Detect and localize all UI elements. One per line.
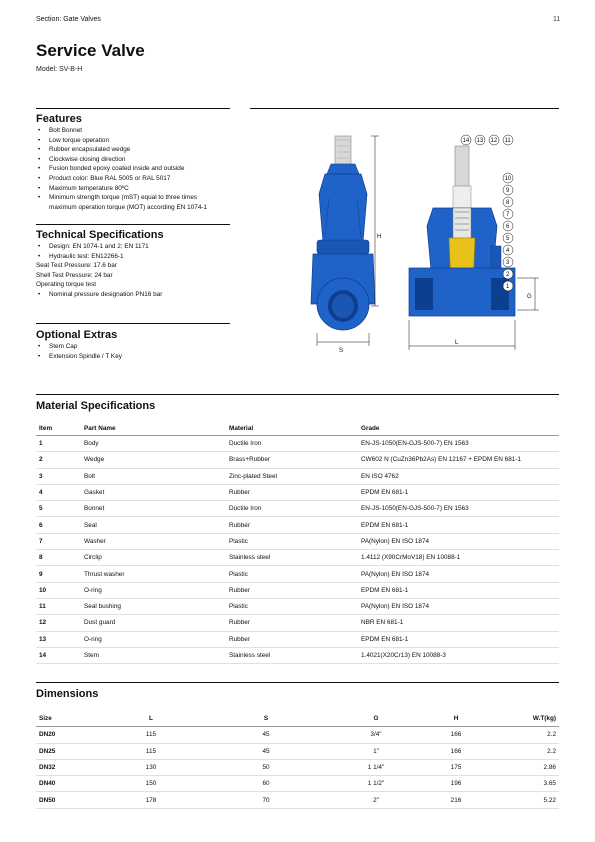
material-cell: Stainless steel [226, 647, 358, 663]
item-number-cell: 5 [36, 501, 81, 517]
dimension-g [517, 278, 539, 310]
weight-cell: 5.22 [496, 792, 559, 808]
item-number-cell: 1 [36, 436, 81, 452]
item-number-cell: 12 [36, 615, 81, 631]
material-cell: Stainless steel [226, 550, 358, 566]
part-name-cell: Dust guard [81, 615, 226, 631]
grade-cell: EN-JS-1050(EN-GJS-500-7) EN 1563 [358, 501, 559, 517]
dimension-h-label: H [377, 234, 382, 240]
h-cell: 216 [416, 792, 496, 808]
material-cell: Brass+Rubber [226, 452, 358, 468]
part-name-cell: Gasket [81, 484, 226, 500]
extra-item: • Extension Spindle / T Key [36, 352, 236, 362]
s-cell: 50 [196, 759, 336, 775]
column-header-size: Size [36, 711, 106, 727]
callout-10: 10 [504, 176, 512, 182]
size-cell: DN25 [36, 743, 106, 759]
callout-6: 6 [506, 224, 510, 230]
extras-heading: Optional Extras [36, 329, 118, 341]
grade-cell: CW602 N (CuZn36Pb2As) EN 12167 + EPDM EN 681-1 [358, 452, 559, 468]
material-cell: Rubber [226, 615, 358, 631]
material-cell: Rubber [226, 484, 358, 500]
feature-item: • Minimum strength torque (mST) equal to three times [36, 193, 236, 203]
dimensions-divider [36, 682, 559, 683]
column-header-weight: W.T(kg) [496, 711, 559, 727]
tech-item: • Design: EN 1074-1 and 2; EN 1171 [36, 242, 236, 252]
grade-cell: 1.4112 (X90CrMoV18) EN 10088-1 [358, 550, 559, 566]
size-cell: DN32 [36, 759, 106, 775]
column-header-material: Material [226, 421, 358, 436]
valve-drawing [295, 128, 557, 360]
size-cell: DN50 [36, 792, 106, 808]
weight-cell: 2.86 [496, 759, 559, 775]
dimensions-table [36, 711, 559, 809]
l-cell: 178 [106, 792, 196, 808]
s-cell: 45 [196, 743, 336, 759]
grade-cell: EN ISO 4762 [358, 468, 559, 484]
material-row [36, 517, 559, 533]
grade-cell: PA(Nylon) EN ISO 1874 [358, 533, 559, 549]
dimension-row [36, 727, 559, 743]
material-cell: Rubber [226, 517, 358, 533]
tech-divider [36, 224, 230, 225]
h-cell: 196 [416, 776, 496, 792]
extras-list [36, 342, 236, 361]
dimension-s-label: S [339, 348, 344, 354]
grade-cell: EPDM EN 681-1 [358, 517, 559, 533]
feature-item: • Maximum temperature 80ºC [36, 184, 236, 194]
materials-header-row [36, 421, 559, 436]
callout-4: 4 [506, 248, 510, 254]
size-cell: DN40 [36, 776, 106, 792]
feature-item: • Bolt Bonnet [36, 126, 236, 136]
callout-5: 5 [506, 236, 510, 242]
material-row [36, 436, 559, 452]
material-cell: Ductile Iron [226, 436, 358, 452]
callout-9: 9 [506, 188, 510, 194]
material-row [36, 452, 559, 468]
column-header-l: L [106, 711, 196, 727]
feature-item: • Clockwise closing direction [36, 155, 236, 165]
valve-exterior-view [311, 136, 375, 330]
tech-heading: Technical Specifications [36, 229, 164, 241]
materials-table [36, 421, 559, 664]
callout-12: 12 [490, 138, 498, 144]
material-cell: Zinc-plated Steel [226, 468, 358, 484]
tech-item: • Nominal pressure designation PN16 bar [36, 290, 236, 300]
part-name-cell: Washer [81, 533, 226, 549]
part-name-cell: Wedge [81, 452, 226, 468]
feature-item: • Fusion bonded epoxy coated inside and outside [36, 164, 236, 174]
callout-14: 14 [462, 138, 470, 144]
grade-cell: NBR EN 681-1 [358, 615, 559, 631]
page-number: 11 [553, 16, 561, 23]
s-cell: 60 [196, 776, 336, 792]
grade-cell: PA(Nylon) EN ISO 1874 [358, 566, 559, 582]
material-cell: Ductile Iron [226, 501, 358, 517]
s-cell: 45 [196, 727, 336, 743]
material-row [36, 484, 559, 500]
column-header-s: S [196, 711, 336, 727]
dimensions-header-row [36, 711, 559, 727]
size-cell: DN20 [36, 727, 106, 743]
item-number-cell: 6 [36, 517, 81, 533]
materials-divider [36, 394, 559, 395]
callout-7: 7 [506, 212, 510, 218]
material-row [36, 468, 559, 484]
h-cell: 166 [416, 743, 496, 759]
dimension-g-label: G [527, 294, 532, 300]
l-cell: 115 [106, 743, 196, 759]
item-number-cell: 10 [36, 582, 81, 598]
feature-item: • Rubber encapsulated wedge [36, 145, 236, 155]
callout-1: 1 [506, 284, 510, 290]
feature-item: • Low torque operation [36, 136, 236, 146]
material-row [36, 647, 559, 663]
dimensions-heading: Dimensions [36, 688, 99, 700]
features-divider [36, 108, 230, 109]
grade-cell: EPDM EN 681-1 [358, 582, 559, 598]
s-cell: 70 [196, 792, 336, 808]
materials-heading: Material Specifications [36, 400, 156, 412]
item-number-cell: 3 [36, 468, 81, 484]
extras-divider [36, 323, 230, 324]
g-cell: 2" [336, 792, 416, 808]
valve-cutaway-view [409, 146, 515, 316]
h-cell: 175 [416, 759, 496, 775]
callout-2: 2 [506, 272, 510, 278]
material-cell: Rubber [226, 631, 358, 647]
dimension-row [36, 759, 559, 775]
callout-3: 3 [506, 260, 510, 266]
g-cell: 3/4" [336, 727, 416, 743]
part-name-cell: Thrust washer [81, 566, 226, 582]
feature-item: • Product color: Blue RAL 5005 or RAL 5017 [36, 174, 236, 184]
grade-cell: PA(Nylon) EN ISO 1874 [358, 598, 559, 614]
part-name-cell: Bolt [81, 468, 226, 484]
material-row [36, 631, 559, 647]
dimension-row [36, 776, 559, 792]
item-number-cell: 13 [36, 631, 81, 647]
weight-cell: 2.2 [496, 727, 559, 743]
tech-item: Seat Test Pressure: 17.6 bar [36, 262, 117, 270]
model-label: Model: SV-B-H [36, 66, 83, 73]
page-title: Service Valve [36, 41, 145, 60]
features-list [36, 126, 236, 212]
weight-cell: 3.65 [496, 776, 559, 792]
material-cell: Plastic [226, 598, 358, 614]
grade-cell: EPDM EN 681-1 [358, 484, 559, 500]
g-cell: 1 1/4" [336, 759, 416, 775]
material-row [36, 550, 559, 566]
item-number-cell: 14 [36, 647, 81, 663]
material-row [36, 582, 559, 598]
grade-cell: 1.4021(X20Cr13) EN 10088-3 [358, 647, 559, 663]
callout-11: 11 [504, 138, 511, 144]
l-cell: 150 [106, 776, 196, 792]
item-number-cell: 9 [36, 566, 81, 582]
material-row [36, 533, 559, 549]
column-header-item: Item [36, 421, 81, 436]
tech-item: Operating torque test [36, 281, 97, 289]
part-name-cell: Seal bushing [81, 598, 226, 614]
part-name-cell: Seal [81, 517, 226, 533]
part-name-cell: O-ring [81, 582, 226, 598]
callout-8: 8 [506, 200, 510, 206]
tech-list [36, 242, 236, 300]
grade-cell: EPDM EN 681-1 [358, 631, 559, 647]
grade-cell: EN-JS-1050(EN-GJS-500-7) EN 1563 [358, 436, 559, 452]
dimension-s [317, 333, 369, 354]
dimension-row [36, 743, 559, 759]
part-name-cell: Bonnet [81, 501, 226, 517]
drawing-top-divider [250, 108, 559, 109]
material-cell: Rubber [226, 582, 358, 598]
tech-item: • Hydraulic test: EN12266-1 [36, 252, 236, 262]
material-cell: Plastic [226, 533, 358, 549]
g-cell: 1 1/2" [336, 776, 416, 792]
item-number-cell: 7 [36, 533, 81, 549]
extra-item: • Stem Cap [36, 342, 236, 352]
weight-cell: 2.2 [496, 743, 559, 759]
l-cell: 115 [106, 727, 196, 743]
material-row [36, 615, 559, 631]
part-name-cell: Circlip [81, 550, 226, 566]
l-cell: 130 [106, 759, 196, 775]
material-row [36, 501, 559, 517]
part-name-cell: Stem [81, 647, 226, 663]
h-cell: 166 [416, 727, 496, 743]
callout-13: 13 [476, 138, 484, 144]
section-label: Section: Gate Valves [36, 16, 101, 23]
dimension-l [409, 320, 515, 350]
material-row [36, 598, 559, 614]
item-number-cell: 2 [36, 452, 81, 468]
part-name-cell: O-ring [81, 631, 226, 647]
item-number-cell: 8 [36, 550, 81, 566]
column-header-g: G [336, 711, 416, 727]
dimension-l-label: L [455, 340, 459, 346]
part-name-cell: Body [81, 436, 226, 452]
column-header-grade: Grade [358, 421, 559, 436]
material-row [36, 566, 559, 582]
tech-item: Shell Test Pressure: 24 bar [36, 271, 113, 279]
item-number-cell: 11 [36, 598, 81, 614]
features-heading: Features [36, 113, 82, 125]
item-number-cell: 4 [36, 484, 81, 500]
material-cell: Plastic [226, 566, 358, 582]
dimension-row [36, 792, 559, 808]
feature-item-continued: maximum operation torque (MOT) according EN 1074-1 [49, 203, 208, 211]
column-header-h: H [416, 711, 496, 727]
column-header-part-name: Part Name [81, 421, 226, 436]
g-cell: 1" [336, 743, 416, 759]
